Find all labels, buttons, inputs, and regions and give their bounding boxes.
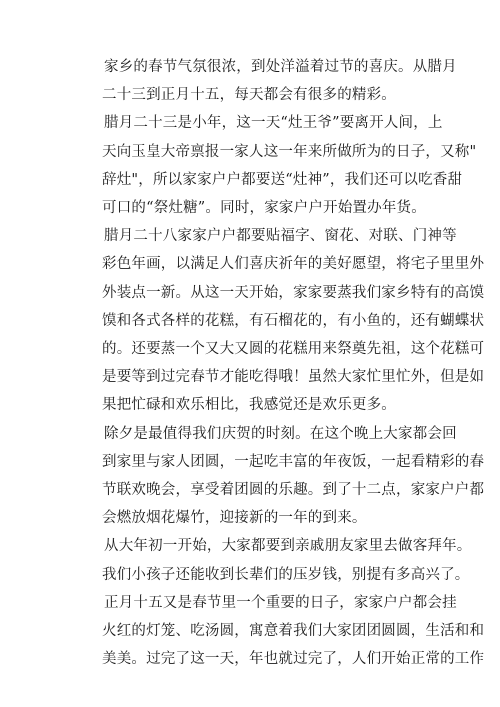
text-line: 到家里与家人团圆，一起吃丰富的年夜饭，一起看精彩的春	[102, 453, 485, 470]
text-line: 从大年初一开始，大家都要到亲戚朋友家里去做客拜年。	[104, 538, 472, 555]
text-line: 节联欢晚会，享受着团圆的乐趣。到了十二点，家家户户都	[102, 482, 485, 499]
text-line: 二十三到正月十五，每天都会有很多的精彩。	[102, 87, 396, 104]
text-line: 正月十五又是春节里一个重要的日子，家家户户都会挂	[104, 594, 457, 611]
text-line: 天向玉皇大帝禀报一家人这一年来所做所为的日子，又称"	[102, 143, 477, 160]
text-line: 腊月二十八家家户户都要贴福字、窗花、对联、门神等	[104, 228, 457, 245]
text-line: 会燃放烟花爆竹，迎接新的一年的到来。	[102, 510, 367, 527]
text-line: 彩色年画，以满足人们喜庆祈年的美好愿望，将宅子里里外	[102, 256, 485, 273]
text-line: 可口的“祭灶糖”。同时，家家户户开始置办年货。	[102, 200, 426, 217]
text-line: 馍和各式各样的花糕，有石榴花的，有小鱼的，还有蝴蝶状	[102, 312, 485, 329]
text-line: 腊月二十三是小年，这一天“灶王爷”要离开人间，上	[104, 115, 443, 132]
article-body	[102, 53, 485, 673]
text-line: 除夕是最值得我们庆贺的时刻。在这个晚上大家都会回	[104, 425, 457, 442]
text-line: 美美。过完了这一天，年也就过完了，人们开始正常的工作	[102, 651, 485, 668]
text-line: 我们小孩子还能收到长辈们的压岁钱，别提有多高兴了。	[102, 566, 470, 583]
text-line: 是要等到过完春节才能吃得哦！虽然大家忙里忙外，但是如	[102, 369, 485, 386]
text-line: 果把忙碌和欢乐相比，我感觉还是欢乐更多。	[102, 397, 396, 414]
text-line: 家乡的春节气氛很浓，到处洋溢着过节的喜庆。从腊月	[104, 59, 457, 75]
text-line: 辞灶"，所以家家户户都要送“灶神”，我们还可以吃香甜	[102, 171, 463, 188]
text-line: 外装点一新。从这一天开始，家家要蒸我们家乡特有的高馍	[102, 284, 485, 301]
text-line: 火红的灯笼、吃汤圆，寓意着我们大家团团圆圆，生活和和	[102, 623, 485, 640]
text-line: 的。还要蒸一个又大又圆的花糕用来祭奠先祖，这个花糕可	[102, 341, 485, 358]
